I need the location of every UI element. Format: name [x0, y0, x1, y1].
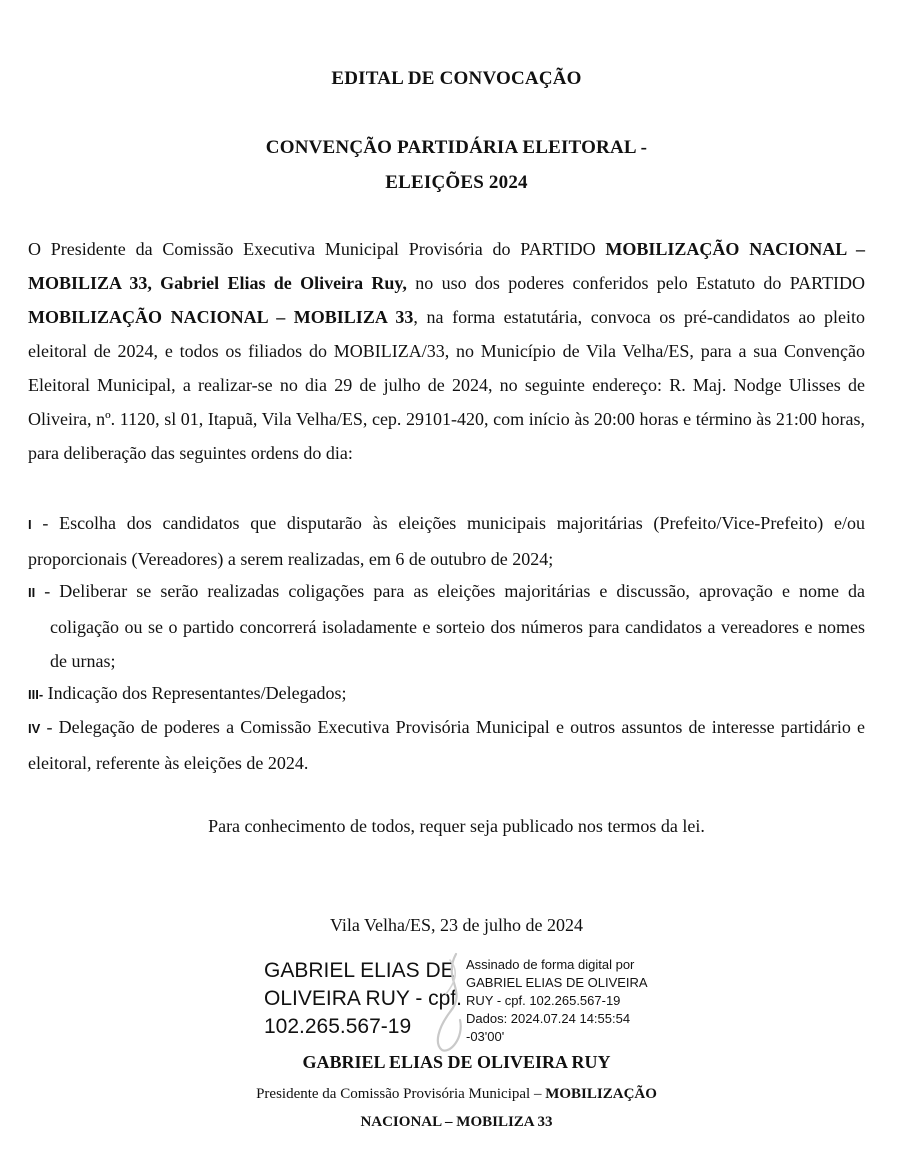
agenda-item-1 [28, 506, 865, 576]
signer-role-line1 [0, 1086, 913, 1103]
intro-text-2: no uso dos poderes conferidos pelo Estatuto do PARTIDO [406, 273, 865, 293]
agenda-item-4 [28, 710, 865, 780]
signature-detail-line: Assinado de forma digital por [466, 957, 635, 972]
signer-role-party: MOBILIZAÇÃO [545, 1086, 657, 1102]
signature-name-line: OLIVEIRA RUY - cpf. [264, 987, 463, 1010]
agenda-item-number: III- [28, 687, 44, 702]
agenda-item-number: IV [28, 721, 41, 736]
publication-request: Para conhecimento de todos, requer seja publicado nos termos da lei. [208, 816, 705, 836]
agenda-item-text: - Deliberar se serão realizadas coligações para as eleições majoritárias e discussão, aprovação e nome da coligação ou se o partido concorrerá isoladamente e sorteio dos números para candidatos a vereadores e nomes de urnas; [35, 581, 865, 671]
signer-name: GABRIEL ELIAS DE OLIVEIRA RUY [302, 1052, 611, 1072]
intro-text-1: O Presidente da Comissão Executiva Municipal Provisória do PARTIDO [28, 239, 606, 259]
agenda-item-2 [28, 574, 865, 678]
signature-detail-line: Dados: 2024.07.24 14:55:54 [466, 1011, 631, 1026]
intro-bold-1: MOBILIZAÇÃO NACIONAL – MOBILIZA 33, Gabriel Elias de Oliveira Ruy, [28, 239, 865, 293]
digital-signature-details [466, 956, 648, 1046]
signature-detail-line: -03'00' [466, 1029, 505, 1044]
signature-name-line: GABRIEL ELIAS DE [264, 959, 455, 982]
intro-bold-2: MOBILIZAÇÃO NACIONAL – MOBILIZA 33 [28, 307, 414, 327]
intro-text-3: , na forma estatutária, convoca os pré-candidatos ao pleito eleitoral de 2024, e todos os filiados do MOBILIZA/33, no Município de Vila Velha/ES, para a sua Convenção Eleitoral Municipal, a realizar-se no dia 29 de julho de 2024, no seguinte endereço: R. Maj. Nodge Ulisses de Oliveira, nº. 1120, sl 01, Itapuã, Vila Velha/ES, cep. 29101-420, com início às 20:00 horas e término às 21:00 horas, para deliberação das seguintes ordens do dia: [28, 307, 865, 463]
document-title: EDITAL DE CONVOCAÇÃO [331, 68, 582, 89]
signer-role-line2: NACIONAL – MOBILIZA 33 [360, 1114, 553, 1130]
agenda-item-number: II [28, 585, 36, 600]
agenda-item-text: Indicação dos Representantes/Delegados; [43, 683, 347, 703]
intro-paragraph [28, 232, 865, 470]
place-and-date: Vila Velha/ES, 23 de julho de 2024 [329, 915, 584, 935]
agenda-item-text: - Delegação de poderes a Comissão Executiva Provisória Municipal e outros assuntos de interesse partidário e eleitoral, referente às eleições de 2024. [28, 717, 865, 773]
signature-name-line: 102.265.567-19 [264, 1015, 412, 1038]
agenda-item-3 [28, 676, 865, 712]
document-subtitle-line2: ELEIÇÕES 2024 [385, 172, 528, 193]
signature-detail-line: GABRIEL ELIAS DE OLIVEIRA [466, 975, 648, 990]
signature-detail-line: RUY - cpf. 102.265.567-19 [466, 993, 621, 1008]
agenda-item-number: I [28, 517, 32, 532]
signer-role-text: Presidente da Comissão Provisória Municipal – [256, 1086, 546, 1102]
document-subtitle-line1: CONVENÇÃO PARTIDÁRIA ELEITORAL - [265, 137, 648, 158]
agenda-item-text: - Escolha dos candidatos que disputarão às eleições municipais majoritárias (Prefeito/Vice-Prefeito) e/ou proporcionais (Vereadores) a serem realizadas, em 6 de outubro de 2024; [28, 513, 865, 569]
